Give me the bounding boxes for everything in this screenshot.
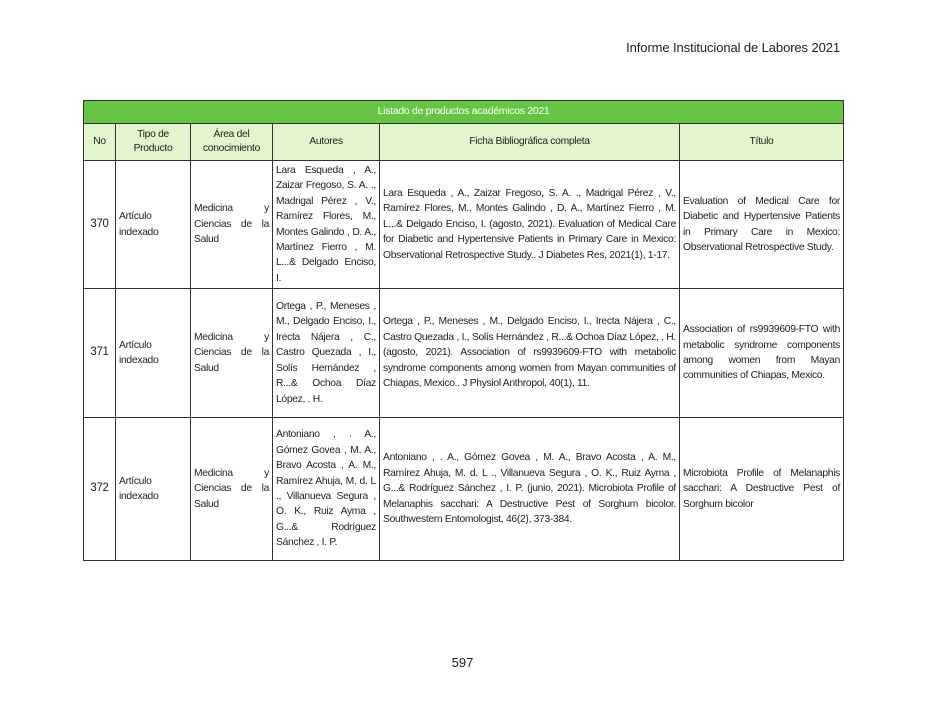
page-number: 597 [451,655,474,670]
report-header: Informe Institucional de Labores 2021 [626,40,840,55]
products-table [83,100,844,561]
row-area: Medicina y Ciencias de la Salud [191,418,273,561]
row-number: 372 [84,418,116,561]
table-title-row [84,101,844,124]
column-header-tipo: Tipo de Producto [116,124,191,161]
row-titulo: Microbiota Profile of Melanaphis sacchari: A Destructive Pest of Sorghum bicolor [680,418,844,561]
row-tipo: Artículo indexado [116,161,191,289]
row-ficha: Ortega , P., Meneses , M., Delgado Enciso, I., Irecta Nájera , C., Castro Quezada , I., Solís Hernández , R...& Ochoa Díaz López, . H. (agosto, 2021). Association of rs9939609-FTO with metabolic syndrome components among women from Mayan communities of Chiapas, Mexico.. J Physiol Anthropol, 40(1), 11. [380,289,680,418]
table-row [84,418,844,561]
row-area: Medicina y Ciencias de la Salud [191,161,273,289]
row-titulo: Evaluation of Medical Care for Diabetic and Hypertensive Patients in Primary Care in Mexico: Observational Retrospective Study. [680,161,844,289]
row-tipo: Artículo indexado [116,289,191,418]
row-ficha: Antoniano , . A., Gómez Govea , M. A., Bravo Acosta , A. M., Ramírez Ahuja, M. d. L ., Villanueva Segura , O. K., Ruiz Ayma , G...& Rodríguez Sánchez , I. P. (junio, 2021). Microbiota Profile of Melanaphis sacchari: A Destructive Pest of Sorghum bicolor. Southwestern Entomologist, 46(2), 373-384. [380,418,680,561]
column-header-autores: Autores [273,124,380,161]
table-row [84,161,844,289]
table-row [84,289,844,418]
row-autores: Antoniano , . A., Gómez Govea , M. A., Bravo Acosta , A. M., Ramírez Ahuja, M. d. L ., Villanueva Segura , O. K., Ruiz Ayma , G...& Rodríguez Sánchez , I. P. [273,418,380,561]
table-title: Listado de productos académicos 2021 [84,101,844,124]
row-ficha: Lara Esqueda , A., Zaizar Fregoso, S. A. ., Madrigal Pérez , V., Ramírez Flores, M., Montes Galindo , D. A., Martínez Fierro , M. L...& Delgado Enciso, I. (agosto, 2021). Evaluation of Medical Care for Diabetic and Hypertensive Patients in Primary Care in Mexico: Observational Retrospective Study.. J Diabetes Res, 2021(1), 1-17. [380,161,680,289]
column-header-no: No [84,124,116,161]
row-autores: Ortega , P., Meneses , M., Delgado Enciso, I., Irecta Nájera , C., Castro Quezada , I., Solís Hernández , R...& Ochoa Díaz López, . H. [273,289,380,418]
row-number: 370 [84,161,116,289]
column-header-ficha: Ficha Bibliográfica completa [380,124,680,161]
column-header-area: Área del conocimiento [191,124,273,161]
row-autores: Lara Esqueda , A., Zaizar Fregoso, S. A. ., Madrigal Pérez , V., Ramírez Flores, M., Montes Galindo , D. A., Martínez Fierro , M. L...& Delgado Enciso, I. [273,161,380,289]
column-header-titulo: Título [680,124,844,161]
row-number: 371 [84,289,116,418]
row-tipo: Artículo indexado [116,418,191,561]
row-titulo: Association of rs9939609-FTO with metabolic syndrome components among women from Mayan communities of Chiapas, Mexico. [680,289,844,418]
row-area: Medicina y Ciencias de la Salud [191,289,273,418]
table-header-row [84,124,844,161]
